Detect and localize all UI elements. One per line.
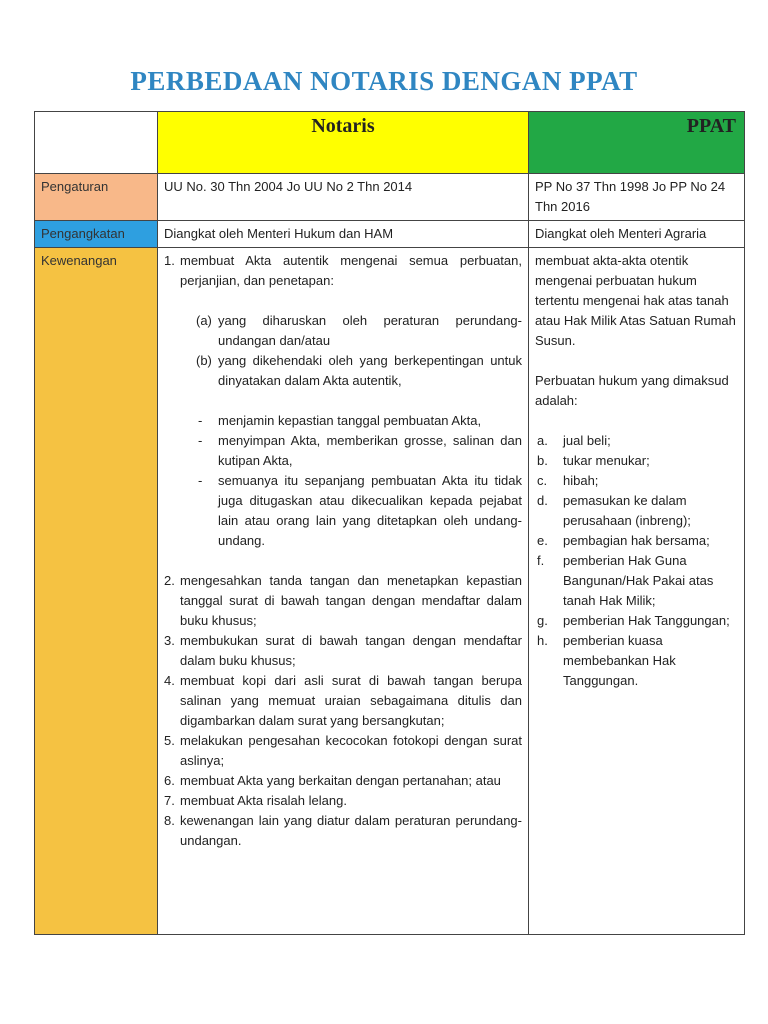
item-number: 4. [164,673,175,688]
item-mark: h. [537,633,548,648]
list-item [164,631,522,671]
ppat-intro: membuat akta-akta otentik mengenai perbuatan hukum tertentu mengenai hak atas tanah atau Hak Milik Atas Satuan Rumah Susun. [535,253,736,348]
list-item [535,471,738,491]
item-number: 1. [164,253,175,268]
notaris-pengaturan: UU No. 30 Thn 2004 Jo UU No 2 Thn 2014 [158,174,529,221]
label-pengaturan: Pengaturan [35,174,158,221]
sub-item-text: yang diharuskan oleh peraturan perundang-undangan dan/atau [218,313,522,348]
header-blank-cell [35,112,158,174]
dash-mark: - [198,433,203,448]
item-mark: e. [537,533,548,548]
item-mark: a. [537,433,548,448]
item-text: hibah; [563,473,599,488]
item-mark: b. [537,453,548,468]
spacer [535,351,738,371]
item-text: pembagian hak bersama; [563,533,710,548]
item-number: 6. [164,773,175,788]
item-mark: f. [537,553,545,568]
item-mark: c. [537,473,548,488]
item-number: 8. [164,813,175,828]
item-mark: g. [537,613,548,628]
sub-item-mark: (b) [196,353,212,368]
sub-item-text: yang dikehendaki oleh yang berkepentingan untuk dinyatakan dalam Akta autentik, [218,353,522,388]
list-item [535,451,738,471]
list-item [535,491,738,531]
list-item [535,611,738,631]
item-text: tukar menukar; [563,453,650,468]
dash-item [180,431,522,471]
ppat-pengangkatan: Diangkat oleh Menteri Agraria [529,221,745,248]
spacer [180,551,522,571]
list-item [164,791,522,811]
sub-item-mark: (a) [196,313,212,328]
sub-item [180,311,522,351]
sub-item [180,351,522,391]
spacer [180,391,522,411]
dash-item [180,471,522,551]
header-ppat: PPAT [529,112,745,174]
list-item [535,551,738,611]
page-title: PERBEDAAN NOTARIS DENGAN PPAT [130,66,638,96]
item-text: membukukan surat di bawah tangan dengan mendaftar dalam buku khusus; [180,633,522,668]
ppat-lead: Perbuatan hukum yang dimaksud adalah: [535,373,729,408]
list-item [164,571,522,631]
item-text: pemberian Hak Tanggungan; [563,613,730,628]
item-text: pemberian kuasa membebankan Hak Tanggungan. [563,633,676,688]
item-mark: d. [537,493,548,508]
list-item [164,671,522,731]
item-number: 7. [164,793,175,808]
item-text: melakukan pengesahan kecocokan fotokopi dengan surat aslinya; [180,733,522,768]
item-text: kewenangan lain yang diatur dalam peraturan perundang-undangan. [180,813,522,848]
ppat-kewenangan [529,248,745,935]
header-notaris: Notaris [158,112,529,174]
row-kewenangan [35,248,745,935]
notaris-kewenangan [158,248,529,935]
item-text: membuat Akta autentik mengenai semua perbuatan, perjanjian, dan penetapan: [180,253,522,288]
dash-item-text: semuanya itu sepanjang pembuatan Akta itu tidak juga ditugaskan atau dikecualikan kepada pejabat lain atau orang lain yang ditetapkan oleh undang-undang. [218,473,522,548]
item-text: pemberian Hak Guna Bangunan/Hak Pakai atas tanah Hak Milik; [563,553,714,608]
dash-item-text: menjamin kepastian tanggal pembuatan Akta, [218,413,482,428]
item-text: pemasukan ke dalam perusahaan (inbreng); [563,493,691,528]
list-item [164,251,522,571]
spacer [535,411,738,431]
row-pengangkatan [35,221,745,248]
dash-item [180,411,522,431]
item-text: mengesahkan tanda tangan dan menetapkan kepastian tanggal surat di bawah tangan dengan mendaftar dalam buku khusus; [180,573,522,628]
label-pengangkatan: Pengangkatan [35,221,158,248]
notaris-kewenangan-list [164,251,522,851]
notaris-pengangkatan: Diangkat oleh Menteri Hukum dan HAM [158,221,529,248]
item-number: 3. [164,633,175,648]
row-pengaturan [35,174,745,221]
list-item [164,811,522,851]
ppat-pengaturan: PP No 37 Thn 1998 Jo PP No 24 Thn 2016 [529,174,745,221]
spacer [180,291,522,311]
list-item [535,531,738,551]
dash-mark: - [198,473,203,488]
list-item [535,431,738,451]
dash-item-text: menyimpan Akta, memberikan grosse, salinan dan kutipan Akta, [218,433,522,468]
item-text: membuat Akta risalah lelang. [180,793,347,808]
dash-mark: - [198,413,203,428]
item-number: 5. [164,733,175,748]
header-row [35,112,745,174]
list-item [535,631,738,691]
list-item [164,731,522,771]
item-text: membuat Akta yang berkaitan dengan pertanahan; atau [180,773,501,788]
item-text: membuat kopi dari asli surat di bawah tangan berupa salinan yang memuat uraian sebagaimana ditulis dan digambarkan dalam surat yang bersangkutan; [180,673,522,728]
item-number: 2. [164,573,175,588]
list-item [164,771,522,791]
item-text: jual beli; [563,433,611,448]
label-kewenangan: Kewenangan [35,248,158,935]
comparison-table [34,111,745,935]
